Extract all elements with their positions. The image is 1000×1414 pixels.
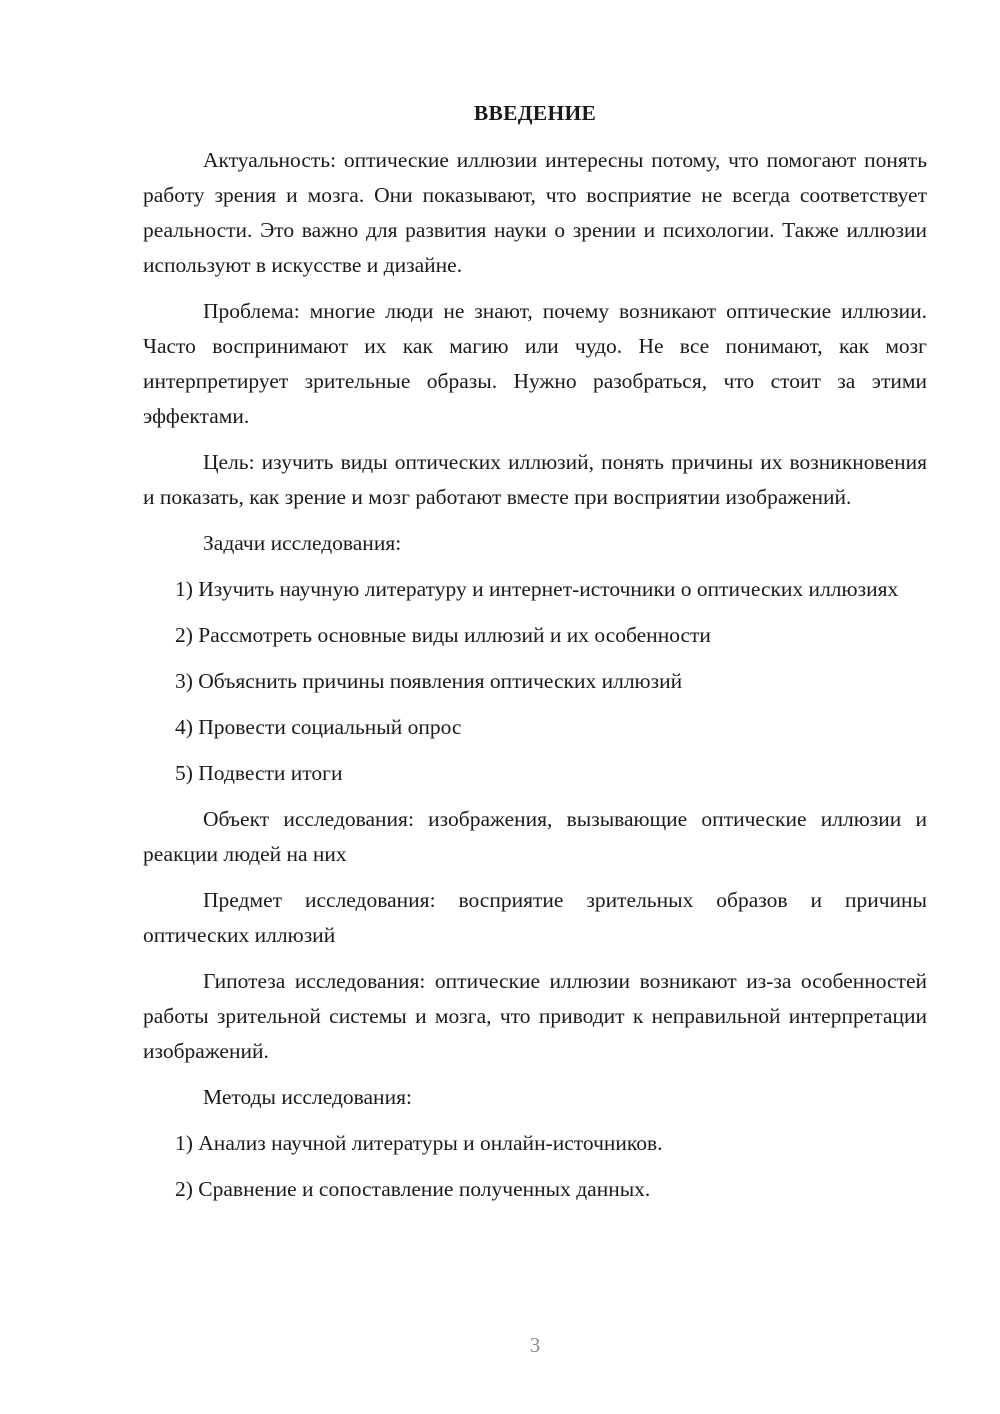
task-item: 1) Изучить научную литературу и интернет-источники о оптических иллюзиях	[175, 577, 899, 601]
method-item: 2) Сравнение и сопоставление полученных данных.	[175, 1177, 651, 1201]
methods-heading: Методы исследования:	[203, 1085, 412, 1109]
paragraph-relevance: Актуальность: оптические иллюзии интересны потому, что помогают понять работу зрения и мозга. Они показывают, что восприятие не всегда соответствует реальности. Это важно для развития науки о зрении и психологии. Также иллюзии используют в искусстве и дизайне.	[143, 148, 927, 277]
task-item: 2) Рассмотреть основные виды иллюзий и их особенности	[175, 623, 711, 647]
task-item: 5) Подвести итоги	[175, 761, 343, 785]
page-title: ВВЕДЕНИЕ	[473, 101, 597, 125]
task-item: 3) Объяснить причины появления оптических иллюзий	[175, 669, 683, 693]
paragraph-object: Объект исследования: изображения, вызывающие оптические иллюзии и реакции людей на них	[143, 807, 927, 866]
paragraph-problem: Проблема: многие люди не знают, почему возникают оптические иллюзии. Часто воспринимают их как магию или чудо. Не все понимают, как мозг интерпретирует зрительные образы. Нужно разобраться, что стоит за этими эффектами.	[143, 299, 927, 428]
task-item: 4) Провести социальный опрос	[175, 715, 462, 739]
paragraph-goal: Цель: изучить виды оптических иллюзий, понять причины их возникновения и показать, как зрение и мозг работают вместе при восприятии изображений.	[143, 450, 927, 509]
paragraph-subject: Предмет исследования: восприятие зрительных образов и причины оптических иллюзий	[143, 888, 927, 947]
tasks-heading: Задачи исследования:	[203, 531, 402, 555]
paragraph-hypothesis: Гипотеза исследования: оптические иллюзии возникают из-за особенностей работы зрительной системы и мозга, что приводит к неправильной интерпретации изображений.	[143, 969, 927, 1063]
page-number: 3	[529, 1333, 541, 1357]
method-item: 1) Анализ научной литературы и онлайн-источников.	[175, 1131, 663, 1155]
page-content	[143, 96, 927, 1218]
